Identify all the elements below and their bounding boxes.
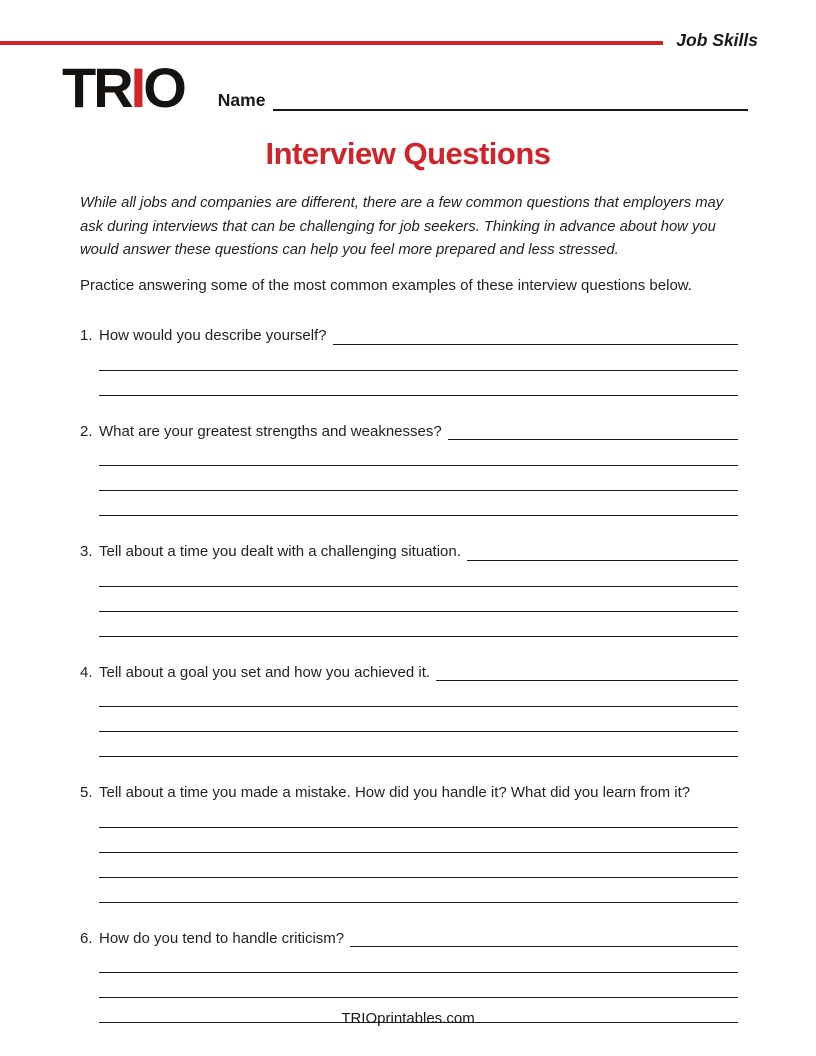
instructions-text: Practice answering some of the most common examples of these interview questions below. bbox=[80, 277, 692, 295]
answer-fill-in-line[interactable] bbox=[99, 948, 738, 973]
question-block-5 bbox=[80, 783, 738, 903]
logo-name-row bbox=[62, 56, 748, 119]
answer-fill-in-line[interactable] bbox=[99, 371, 738, 396]
question-row bbox=[80, 663, 738, 683]
answer-fill-in-line[interactable] bbox=[99, 441, 738, 466]
question-block-2 bbox=[80, 422, 738, 517]
category-label: Job Skills bbox=[676, 30, 758, 50]
footer-website: TRIOprintables.com bbox=[341, 1010, 475, 1027]
question-row bbox=[80, 542, 738, 562]
logo-text-i: I bbox=[130, 56, 144, 119]
answer-fill-in-line[interactable] bbox=[99, 682, 738, 707]
answer-fill-in-line[interactable] bbox=[99, 828, 738, 853]
name-fill-in-line[interactable] bbox=[273, 107, 748, 111]
question-number: 6. bbox=[80, 929, 93, 947]
question-text: How do you tend to handle criticism? bbox=[99, 929, 345, 947]
question-block-1 bbox=[80, 326, 738, 396]
question-block-6 bbox=[80, 929, 738, 1024]
question-row bbox=[80, 929, 738, 949]
question-row bbox=[80, 783, 738, 803]
logo-text-tr: TR bbox=[62, 56, 131, 119]
answer-fill-in-line[interactable] bbox=[436, 677, 738, 681]
question-row bbox=[80, 422, 738, 442]
answer-fill-in-line[interactable] bbox=[99, 466, 738, 491]
question-text: What are your greatest strengths and weaknesses? bbox=[99, 422, 442, 440]
intro-paragraph: While all jobs and companies are different, there are a few common questions that employers may ask during interviews that can be challenging for job seekers. Thinking in advance about how you would answer these questions can help you feel more prepared and less stressed. bbox=[80, 195, 724, 259]
question-block-3 bbox=[80, 542, 738, 637]
trio-logo bbox=[62, 56, 184, 119]
answer-fill-in-line[interactable] bbox=[99, 973, 738, 998]
answer-fill-in-line[interactable] bbox=[333, 341, 738, 345]
answer-fill-in-line[interactable] bbox=[99, 878, 738, 903]
header-accent-rule bbox=[0, 41, 663, 45]
questions-list bbox=[80, 326, 738, 1023]
answer-fill-in-line[interactable] bbox=[350, 943, 738, 947]
answer-fill-in-line[interactable] bbox=[99, 853, 738, 878]
question-block-4 bbox=[80, 663, 738, 758]
answer-fill-in-line[interactable] bbox=[99, 612, 738, 637]
answer-fill-in-line[interactable] bbox=[448, 436, 738, 440]
question-text: Tell about a time you dealt with a challenging situation. bbox=[99, 543, 461, 561]
answer-fill-in-line[interactable] bbox=[99, 491, 738, 516]
logo-text-o: O bbox=[143, 56, 184, 119]
page-title: Interview Questions bbox=[265, 136, 551, 171]
answer-fill-in-line[interactable] bbox=[99, 587, 738, 612]
question-row bbox=[80, 326, 738, 346]
answer-fill-in-line[interactable] bbox=[99, 346, 738, 371]
question-number: 5. bbox=[80, 784, 93, 802]
answer-fill-in-line[interactable] bbox=[99, 707, 738, 732]
answer-fill-in-line[interactable] bbox=[99, 803, 738, 828]
question-number: 1. bbox=[80, 327, 93, 345]
question-number: 2. bbox=[80, 422, 93, 440]
answer-fill-in-line[interactable] bbox=[99, 562, 738, 587]
answer-fill-in-line[interactable] bbox=[99, 732, 738, 757]
question-number: 3. bbox=[80, 543, 93, 561]
question-text: How would you describe yourself? bbox=[99, 327, 327, 345]
name-row bbox=[218, 90, 748, 114]
worksheet-content bbox=[80, 192, 738, 1049]
answer-fill-in-line[interactable] bbox=[467, 557, 738, 561]
question-text: Tell about a goal you set and how you achieved it. bbox=[99, 663, 431, 681]
name-label: Name bbox=[217, 89, 266, 110]
question-number: 4. bbox=[80, 663, 93, 681]
question-text: Tell about a time you made a mistake. How did you handle it? What did you learn from it? bbox=[99, 784, 691, 802]
